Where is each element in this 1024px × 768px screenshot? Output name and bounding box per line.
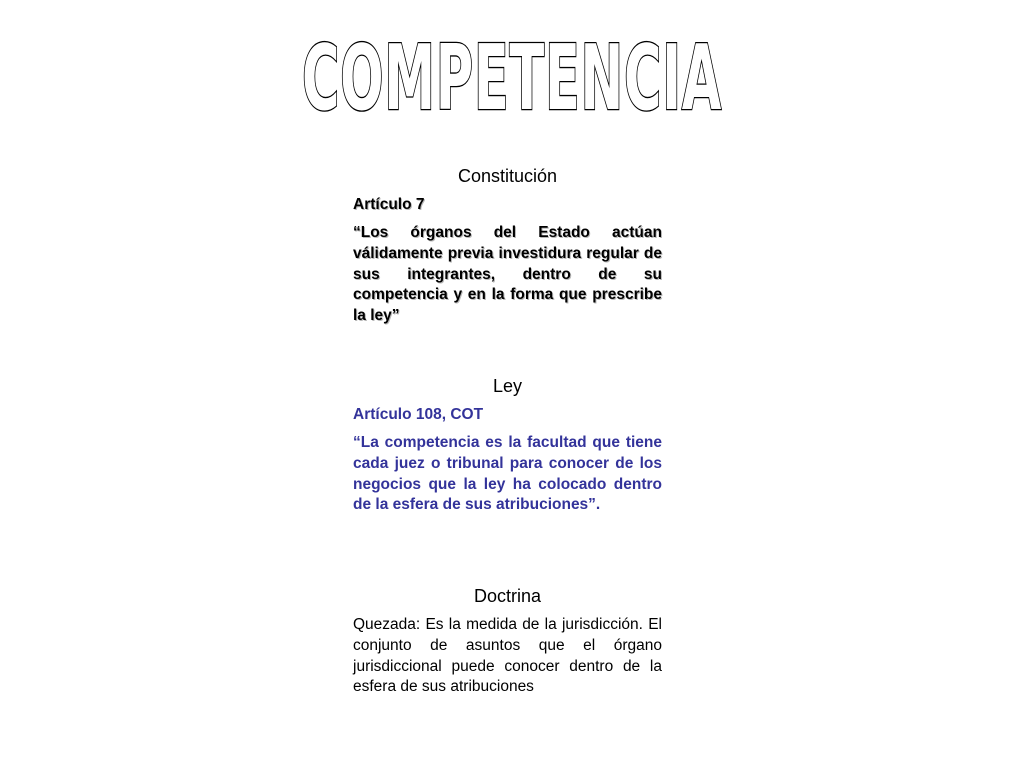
slide-title bbox=[0, 18, 1024, 131]
section-heading-ley: Ley bbox=[492, 376, 523, 396]
article-label-ley: Artículo 108, COT bbox=[353, 406, 484, 423]
section-heading-constitucion: Constitución bbox=[457, 166, 558, 186]
section-doctrina bbox=[353, 585, 662, 698]
title-wordart bbox=[292, 18, 732, 131]
quote-ley: “La competencia es la facultad que tiene cada juez o tribunal para conocer de los negocios que la ley ha colocado dentro de la esfera de sus atribuciones”. bbox=[353, 434, 662, 514]
section-ley bbox=[353, 375, 662, 516]
quote-constitucion: “Los órganos del Estado actúan válidamente previa investidura regular de sus integrantes, dentro de su competencia y en la forma que prescribe la ley” bbox=[353, 224, 662, 325]
article-label-constitucion: Artículo 7 bbox=[353, 196, 425, 213]
definition-doctrina: Quezada: Es la medida de la jurisdicción. El conjunto de asuntos que el órgano jurisdiccional puede conocer dentro de la esfera de sus atribuciones bbox=[353, 616, 662, 696]
section-constitucion bbox=[353, 165, 662, 327]
title-text: COMPETENCIA bbox=[301, 26, 722, 131]
section-heading-doctrina: Doctrina bbox=[473, 586, 542, 606]
